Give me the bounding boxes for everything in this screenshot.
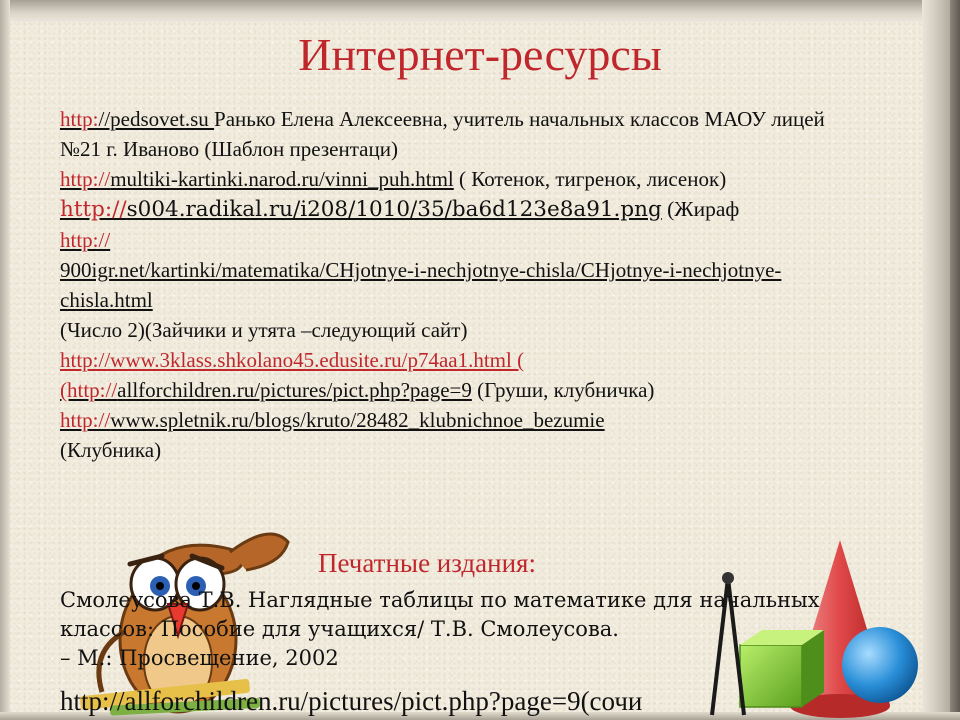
reference-1-text: Ранько Елена Алексеевна, учитель начальных классов МАОУ лицей №21 г. Иваново (Шаблон презентаци) (60, 107, 825, 161)
print-link[interactable]: http://allforchildren.ru/pictures/pict.php?page=9(сочи (60, 686, 643, 716)
frame-left (0, 0, 10, 720)
reference-3-text: (Жираф (661, 197, 740, 221)
frame-top (0, 0, 960, 22)
reference-1-link[interactable]: http://pedsovet.su (60, 107, 215, 131)
reference-2 (60, 164, 840, 194)
print-publications (60, 586, 860, 673)
reference-7-link[interactable]: http://www.spletnik.ru/blogs/kruto/28482_klubnichnoe_bezumie (60, 408, 605, 432)
print-publications-heading: Печатные издания: (318, 548, 536, 578)
reference-7-text: (Клубника) (60, 438, 162, 462)
print-line-2: – М.: Просвещение, 2002 (60, 646, 339, 670)
reference-6 (60, 375, 840, 405)
reference-5 (60, 345, 840, 375)
reference-1 (60, 104, 840, 164)
slide-title: Интернет-ресурсы (298, 29, 662, 80)
reference-4-note: (Число 2)(Зайчики и утята –следующий сайт) (60, 318, 468, 342)
reference-3-link[interactable]: http://s004.radikal.ru/i208/1010/35/ba6d123e8a91.png (60, 197, 662, 222)
print-line-1: Смолеусова Т.В. Наглядные таблицы по математике для начальных классов: Пособие для учащихся/ Т.В. Смолеусова. (60, 588, 820, 641)
reference-2-link[interactable]: http://multiki-kartinki.narod.ru/vinni_puh.html (60, 167, 454, 191)
reference-3 (60, 194, 840, 225)
reference-6-text: (Груши, клубничка) (471, 378, 655, 402)
reference-7 (60, 405, 840, 465)
reference-4 (60, 225, 840, 315)
reference-5-link[interactable]: http://www.3klass.shkolano45.edusite.ru/p74aa1.html ( (60, 348, 525, 372)
reference-6-link[interactable]: (http://allforchildren.ru/pictures/pict.php?page=9 (60, 378, 472, 402)
reference-2-text: ( Котенок, тигренок, лисенок) (453, 167, 727, 191)
frame-right-edge (950, 0, 960, 720)
reference-4-link[interactable]: http:// 900igr.net/kartinki/matematika/CHjotnye-i-nechjotnye-chisla/CHjotnye-i-nechjotnye-chisla.html (60, 228, 782, 312)
references-list (60, 104, 840, 465)
